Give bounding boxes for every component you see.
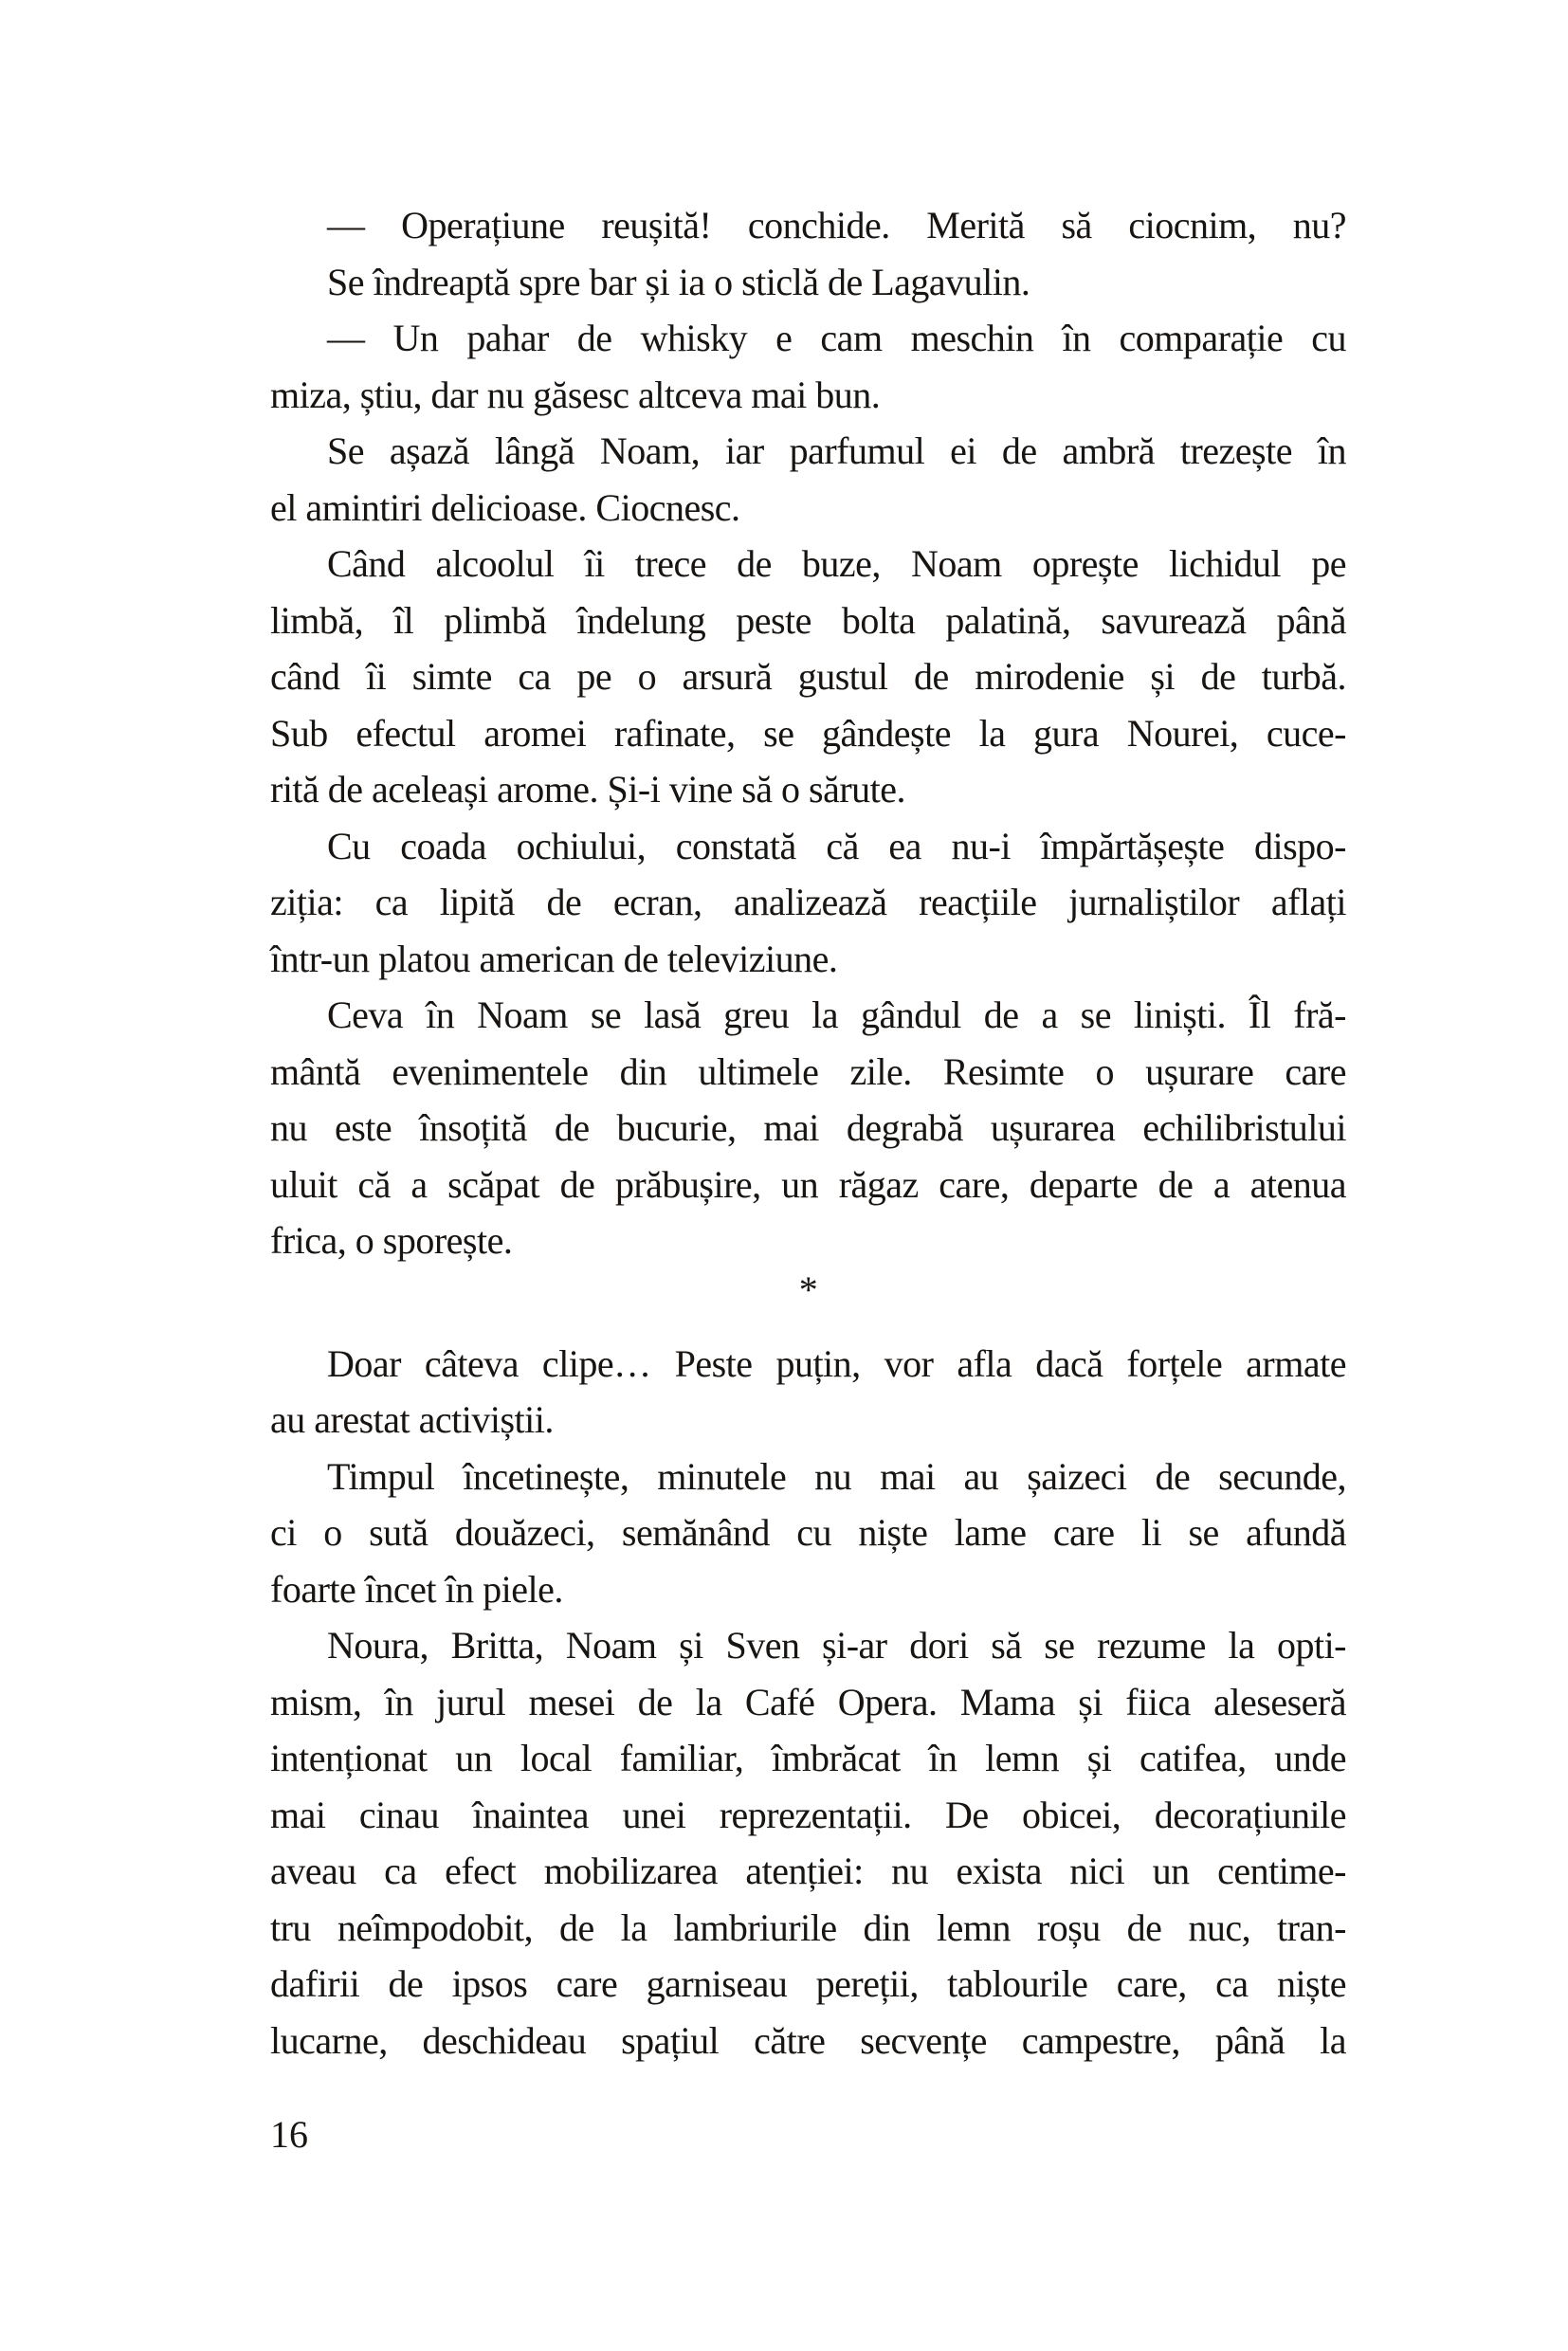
text-line: Se îndreaptă spre bar și ia o sticlă de Lagavulin. bbox=[327, 260, 1030, 303]
paragraph bbox=[270, 987, 1346, 1269]
text-line: foarte încet în piele. bbox=[270, 1567, 563, 1611]
text-line: ci o sută douăzeci, semănând cu niște lame care li se afundă bbox=[270, 1511, 1346, 1554]
text-line: rită de aceleași arome. Și-i vine să o sărute. bbox=[270, 768, 906, 811]
text-line: mism, în jurul mesei de la Café Opera. Mama și fiica aleseseră bbox=[270, 1680, 1346, 1723]
text-line: — Operațiune reușită! conchide. Merită să ciocnim, nu? bbox=[327, 204, 1346, 246]
text-line: aveau ca efect mobilizarea atenției: nu exista nici un centime- bbox=[270, 1850, 1346, 1892]
section-separator: * bbox=[798, 1267, 818, 1311]
text-line: el amintiri delicioase. Ciocnesc. bbox=[270, 485, 740, 529]
paragraph bbox=[270, 197, 1346, 254]
text-line: într-un platou american de televiziune. bbox=[270, 937, 838, 980]
text-line: frica, o sporește. bbox=[270, 1219, 513, 1262]
paragraph bbox=[270, 254, 1346, 311]
page-number: 16 bbox=[270, 2113, 308, 2156]
text-line: Timpul încetinește, minutele nu mai au șaizeci de secunde, bbox=[327, 1454, 1346, 1498]
paragraph bbox=[270, 310, 1346, 423]
text-line: lucarne, deschideau spațiul către secvențe campestre, până la bbox=[270, 2018, 1346, 2062]
text-line: când îi simte ca pe o arsură gustul de mirodenie și de turbă. bbox=[270, 655, 1346, 698]
text-line: intenționat un local familiar, îmbrăcat în lemn și catifea, unde bbox=[270, 1737, 1346, 1779]
text-block bbox=[270, 197, 1346, 2069]
paragraph bbox=[270, 1617, 1346, 2069]
text-line: Ceva în Noam se lasă greu la gândul de a se liniști. Îl fră- bbox=[327, 993, 1346, 1036]
text-line: Se așază lângă Noam, iar parfumul ei de ambră trezește în bbox=[327, 429, 1346, 472]
text-line: — Un pahar de whisky e cam meschin în comparație cu bbox=[327, 317, 1346, 359]
text-line: uluit că a scăpat de prăbușire, un răgaz care, departe de a atenua bbox=[270, 1162, 1346, 1206]
text-line: mai cinau înaintea unei reprezentații. De obicei, decorațiunile bbox=[270, 1793, 1346, 1836]
paragraph bbox=[270, 818, 1346, 988]
text-line: tru neîmpodobit, de la lambriurile din lemn roșu de nuc, tran- bbox=[270, 1905, 1346, 1949]
paragraph bbox=[270, 1449, 1346, 1618]
text-line: Noura, Britta, Noam și Sven și-ar dori să se rezume la opti- bbox=[327, 1624, 1346, 1667]
text-line: au arestat activiștii. bbox=[270, 1398, 554, 1441]
text-line: Sub efectul aromei rafinate, se gândește la gura Nourei, cuce- bbox=[270, 711, 1346, 755]
text-line: miza, știu, dar nu găsesc altceva mai bun. bbox=[270, 373, 881, 416]
text-line: Cu coada ochiului, constată că ea nu-i împărtășește dispo- bbox=[327, 824, 1346, 867]
text-line: Doar câteva clipe… Peste puțin, vor afla dacă forțele armate bbox=[327, 1341, 1346, 1385]
paragraph bbox=[270, 536, 1346, 818]
paragraph bbox=[270, 423, 1346, 536]
text-line: dafirii de ipsos care garniseau pereții, tablourile care, ca niște bbox=[270, 1962, 1346, 2005]
text-line: limbă, îl plimbă îndelung peste bolta palatină, savurează până bbox=[270, 598, 1346, 642]
text-line: ziția: ca lipită de ecran, analizează reacțiile jurnaliștilor aflați bbox=[270, 881, 1346, 923]
text-line: nu este însoțită de bucurie, mai degrabă ușurarea echilibristului bbox=[270, 1106, 1346, 1149]
paragraph bbox=[270, 1336, 1346, 1449]
text-line: Când alcoolul îi trece de buze, Noam oprește lichidul pe bbox=[327, 542, 1346, 585]
text-line: mântă evenimentele din ultimele zile. Resimte o ușurare care bbox=[270, 1049, 1346, 1093]
